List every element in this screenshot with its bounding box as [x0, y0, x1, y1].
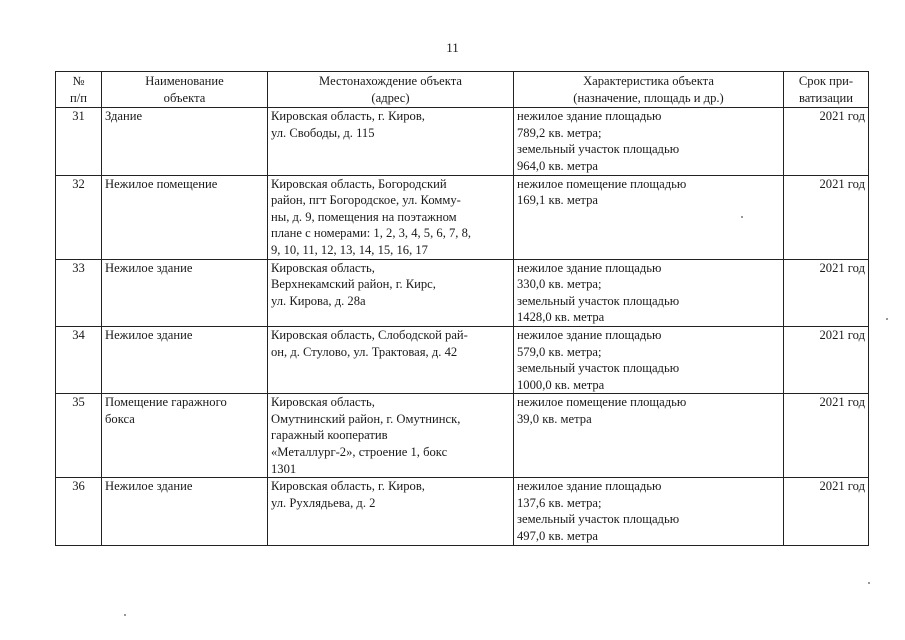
table-row [56, 326, 869, 393]
cell-term: 2021 год [784, 175, 869, 259]
table-row [56, 478, 869, 545]
cell-address: Кировская область, г. Киров, ул. Рухлядьева, д. 2 [268, 478, 514, 545]
cell-address: Кировская область, Верхнекамский район, г. Кирс, ул. Кирова, д. 28а [268, 259, 514, 326]
cell-address: Кировская область, Омутнинский район, г. Омутнинск, гаражный кооператив «Металлург-2», строение 1, бокс 1301 [268, 394, 514, 478]
cell-number: 35 [56, 394, 102, 478]
scan-speck [886, 318, 888, 320]
table-row [56, 259, 869, 326]
header-term: Срок при- ватизации [784, 72, 869, 108]
cell-term: 2021 год [784, 108, 869, 175]
header-number: № п/п [56, 72, 102, 108]
table-row [56, 175, 869, 259]
scan-speck [124, 614, 126, 616]
cell-characteristics: нежилое здание площадью 579,0 кв. метра; земельный участок площадью 1000,0 кв. метра [514, 326, 784, 393]
cell-name: Нежилое здание [102, 326, 268, 393]
table-header [56, 72, 869, 108]
cell-term: 2021 год [784, 259, 869, 326]
cell-address: Кировская область, Слободской рай- он, д. Стулово, ул. Трактовая, д. 42 [268, 326, 514, 393]
cell-number: 31 [56, 108, 102, 175]
cell-address: Кировская область, Богородский район, пгт Богородское, ул. Комму- ны, д. 9, помещения на поэтажном плане с номерами: 1, 2, 3, 4, 5, 6, 7, 8, 9, 10, 11, 12, 13, 14, 15, 16, 17 [268, 175, 514, 259]
cell-term: 2021 год [784, 394, 869, 478]
cell-characteristics: нежилое здание площадью 330,0 кв. метра; земельный участок площадью 1428,0 кв. метра [514, 259, 784, 326]
cell-characteristics: нежилое помещение площадью 39,0 кв. метра [514, 394, 784, 478]
cell-name: Помещение гаражного бокса [102, 394, 268, 478]
cell-term: 2021 год [784, 478, 869, 545]
cell-number: 34 [56, 326, 102, 393]
cell-characteristics: нежилое здание площадью 137,6 кв. метра; земельный участок площадью 497,0 кв. метра [514, 478, 784, 545]
table-row [56, 394, 869, 478]
cell-characteristics: нежилое помещение площадью 169,1 кв. метра [514, 175, 784, 259]
cell-number: 33 [56, 259, 102, 326]
header-address: Местонахождение объекта (адрес) [268, 72, 514, 108]
cell-characteristics: нежилое здание площадью 789,2 кв. метра; земельный участок площадью 964,0 кв. метра [514, 108, 784, 175]
cell-term: 2021 год [784, 326, 869, 393]
table-row [56, 108, 869, 175]
cell-name: Здание [102, 108, 268, 175]
cell-address: Кировская область, г. Киров, ул. Свободы, д. 115 [268, 108, 514, 175]
page-number: 11 [446, 40, 459, 55]
header-characteristics: Характеристика объекта (назначение, площадь и др.) [514, 72, 784, 108]
table-body [56, 108, 869, 545]
header-name: Наименование объекта [102, 72, 268, 108]
cell-name: Нежилое помещение [102, 175, 268, 259]
scan-speck [868, 582, 870, 584]
cell-number: 36 [56, 478, 102, 545]
cell-number: 32 [56, 175, 102, 259]
scan-speck [741, 216, 743, 218]
cell-name: Нежилое здание [102, 478, 268, 545]
header-row [56, 72, 869, 108]
cell-name: Нежилое здание [102, 259, 268, 326]
privatization-table [55, 71, 869, 546]
